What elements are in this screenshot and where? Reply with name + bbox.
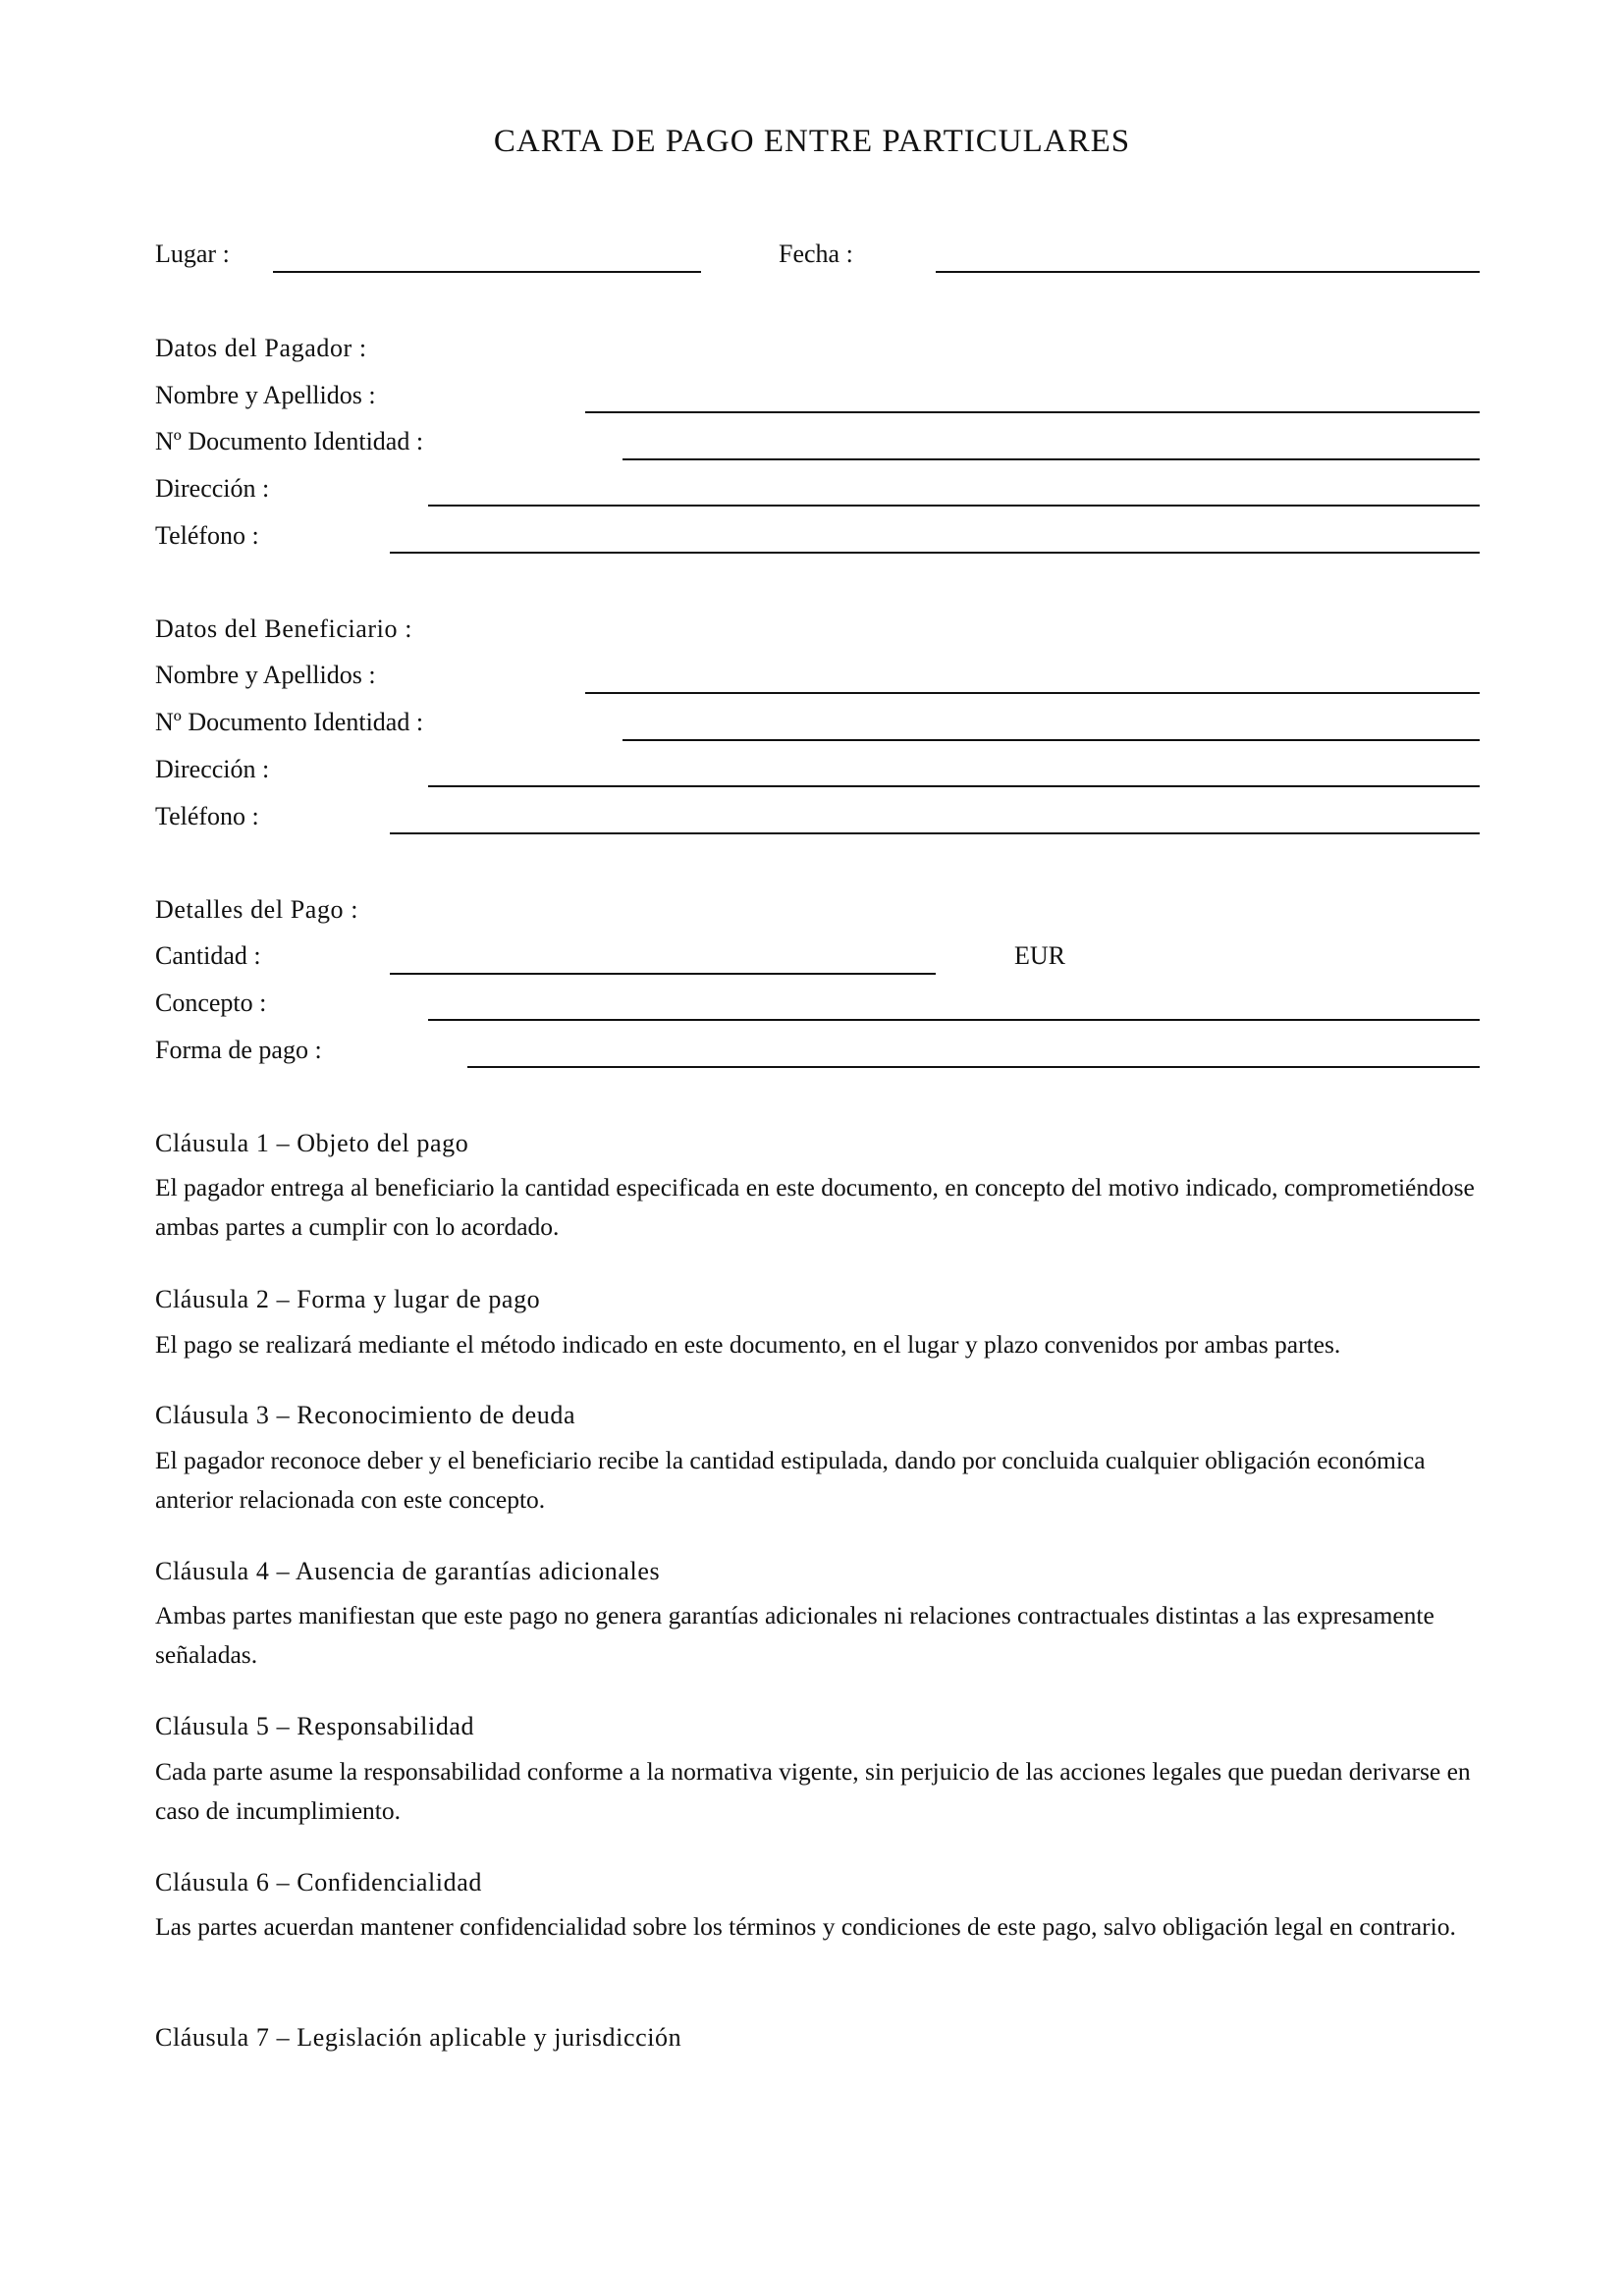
lugar-field[interactable]	[273, 271, 701, 273]
clause-3-body: El pagador reconoce deber y el beneficiario recibe la cantidad estipulada, dando por concluida cualquier obligación económica anterior relacionada con este concepto.	[155, 1446, 1426, 1514]
cantidad-label: Cantidad :	[155, 941, 261, 970]
pagador-direccion-field[interactable]	[428, 505, 1480, 507]
pagador-telefono-field[interactable]	[390, 552, 1480, 554]
lugar-label: Lugar :	[155, 240, 230, 268]
clause-2-heading: Cláusula 2 – Forma y lugar de pago	[155, 1285, 541, 1313]
clause-7-heading: Cláusula 7 – Legislación aplicable y jurisdicción	[155, 2023, 682, 2052]
clause-1-body: El pagador entrega al beneficiario la cantidad especificada en este documento, en concepto del motivo indicado, comprometiéndose ambas partes a cumplir con lo acordado.	[155, 1173, 1475, 1241]
beneficiario-telefono-label: Teléfono :	[155, 802, 259, 830]
clause-5-body: Cada parte asume la responsabilidad conforme a la normativa vigente, sin perjuicio de las acciones legales que puedan derivarse en caso de incumplimiento.	[155, 1757, 1471, 1825]
clause-2-body: El pago se realizará mediante el método indicado en este documento, en el lugar y plazo convenidos por ambas partes.	[155, 1330, 1341, 1359]
fecha-label: Fecha :	[779, 240, 853, 268]
pagador-telefono-label: Teléfono :	[155, 521, 259, 550]
fecha-field[interactable]	[936, 271, 1480, 273]
clause-6-heading: Cláusula 6 – Confidencialidad	[155, 1868, 482, 1896]
currency-label: EUR	[1014, 941, 1065, 970]
pagador-documento-label: Nº Documento Identidad :	[155, 427, 424, 455]
clause-1-heading: Cláusula 1 – Objeto del pago	[155, 1129, 469, 1157]
pagador-heading: Datos del Pagador :	[155, 334, 367, 362]
clause-3-heading: Cláusula 3 – Reconocimiento de deuda	[155, 1401, 576, 1429]
clause-4-heading: Cláusula 4 – Ausencia de garantías adicionales	[155, 1557, 661, 1585]
beneficiario-direccion-label: Dirección :	[155, 755, 270, 783]
forma-pago-label: Forma de pago :	[155, 1036, 322, 1064]
pagador-direccion-label: Dirección :	[155, 474, 270, 503]
concepto-field[interactable]	[428, 1019, 1480, 1021]
clause-5-heading: Cláusula 5 – Responsabilidad	[155, 1712, 475, 1740]
beneficiario-nombre-label: Nombre y Apellidos :	[155, 661, 376, 689]
beneficiario-documento-field[interactable]	[623, 739, 1480, 741]
clause-4-body: Ambas partes manifiestan que este pago no genera garantías adicionales ni relaciones contractuales distintas a las expresamente señaladas.	[155, 1601, 1435, 1669]
pagador-documento-field[interactable]	[623, 458, 1480, 460]
document-title: CARTA DE PAGO ENTRE PARTICULARES	[493, 124, 1131, 159]
pago-heading: Detalles del Pago :	[155, 895, 359, 924]
beneficiario-direccion-field[interactable]	[428, 785, 1480, 787]
pagador-nombre-label: Nombre y Apellidos :	[155, 381, 376, 409]
pagador-nombre-field[interactable]	[585, 411, 1480, 413]
cantidad-field[interactable]	[390, 973, 936, 975]
beneficiario-documento-label: Nº Documento Identidad :	[155, 708, 424, 736]
forma-pago-field[interactable]	[467, 1066, 1480, 1068]
beneficiario-telefono-field[interactable]	[390, 832, 1480, 834]
beneficiario-heading: Datos del Beneficiario :	[155, 614, 413, 643]
clause-6-body: Las partes acuerdan mantener confidencialidad sobre los términos y condiciones de este pago, salvo obligación legal en contrario.	[155, 1912, 1456, 1941]
concepto-label: Concepto :	[155, 988, 267, 1017]
beneficiario-nombre-field[interactable]	[585, 692, 1480, 694]
